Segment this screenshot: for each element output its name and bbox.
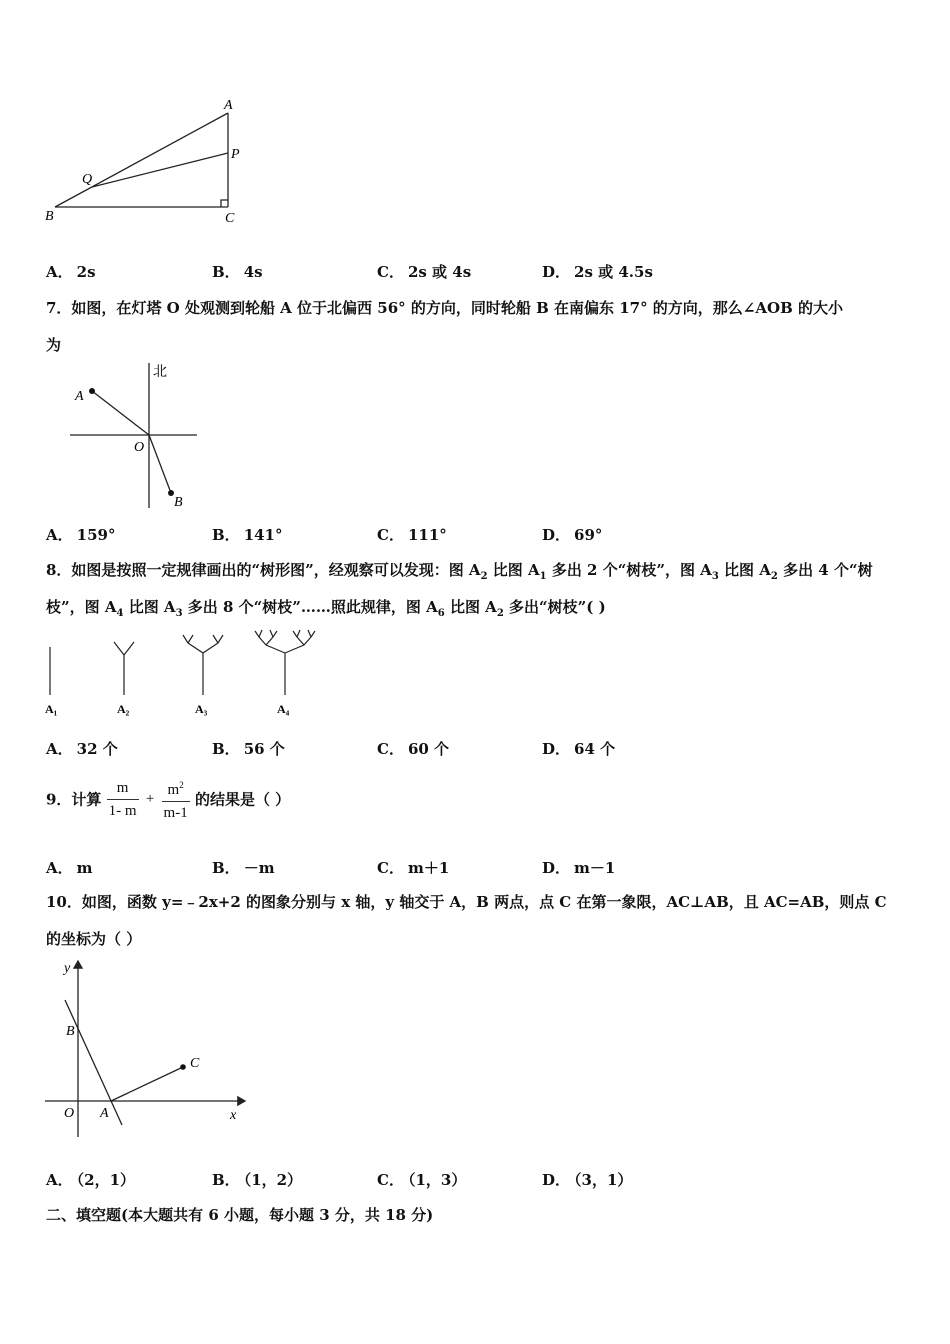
q7-question-line1: 7．如图，在灯塔 O 处观测到轮船 A 位于北偏西 56° 的方向，同时轮船 B 在南偏东 17° 的方向，那么∠AOB 的大小 — [46, 299, 843, 317]
right-angle-mark — [221, 200, 228, 207]
ray-oa — [92, 391, 149, 435]
q7-option-b[interactable]: B． 141° — [212, 526, 283, 544]
tree-label-a3: A₃ — [195, 702, 208, 716]
tree-a4 — [255, 630, 315, 695]
q7-option-d[interactable]: D． 69° — [542, 526, 603, 544]
q7-question-line2: 为 — [46, 336, 62, 354]
label-c: C — [225, 211, 235, 226]
q10-option-b[interactable]: B． （1，2） — [212, 1171, 303, 1189]
label-q: Q — [82, 172, 93, 187]
tree-a3 — [183, 635, 223, 695]
q6-option-d[interactable]: D． 2s 或 4.5s — [542, 263, 653, 281]
label-b: B — [66, 1024, 75, 1039]
section-2-heading: 二、填空题(本大题共有 6 小题，每小题 3 分，共 18 分) — [46, 1206, 434, 1224]
label-c: C — [190, 1056, 200, 1071]
tree-label-a4: A₄ — [277, 702, 290, 716]
label-b: B — [174, 495, 183, 510]
label-b: B — [45, 209, 54, 224]
fraction-2: $\frac{m^2}{m-1}$ — [162, 774, 190, 824]
q8-question-line1: 8．如图是按照一定规律画出的“树形图”，经观察可以发现：图 $A_2$ 比图 $A_1$ 多出 2 个“树枝”，图 $A_3$ 比图 $A_2$ 多出 4 个“树 — [46, 561, 873, 582]
q7-compass-figure — [65, 358, 205, 513]
label-north: 北 — [153, 365, 167, 380]
q10-question-line2: 的坐标为（ ） — [46, 930, 142, 948]
label-a: A — [75, 389, 84, 404]
q10-option-d[interactable]: D． （3，1） — [542, 1171, 633, 1189]
point-a — [89, 388, 95, 394]
q8-question-line2: 枝”，图 $A_4$ 比图 $A_3$ 多出 8 个“树枝”……照此规律，图 $A_6$ 比图 $A_2$ 多出“树枝”( ) — [46, 598, 606, 619]
q8-option-d[interactable]: D． 64 个 — [542, 740, 616, 758]
label-o: O — [64, 1106, 75, 1121]
label-o: O — [134, 440, 145, 455]
tree-label-a2: A₂ — [117, 702, 130, 716]
q8-option-a[interactable]: A． 32 个 — [46, 740, 118, 758]
label-p: P — [231, 147, 240, 162]
q9-option-a[interactable]: A． m — [46, 859, 93, 877]
segment-qp — [92, 153, 228, 187]
label-x: x — [230, 1108, 237, 1123]
q10-option-a[interactable]: A． （2，1） — [46, 1171, 136, 1189]
q9-question: 9．计算 $\frac{m}{1- m}$ + $\frac{m^2}{m-1}$ 的结果是（ ） — [46, 774, 290, 824]
q8-tree-figures — [40, 625, 340, 720]
q6-triangle-figure — [40, 95, 255, 230]
q10-question-line1: 10．如图，函数 y=﹣2x+2 的图象分别与 x 轴，y 轴交于 A，B 两点，点 C 在第一象限，AC⊥AB，且 AC=AB，则点 C — [46, 893, 887, 911]
q8-option-c[interactable]: C． 60 个 — [377, 740, 450, 758]
ray-ob — [149, 435, 171, 493]
segment-ac — [111, 1067, 183, 1101]
tree-label-a1: A₁ — [45, 702, 58, 716]
label-y: y — [64, 961, 71, 976]
tree-a2 — [114, 642, 134, 695]
q10-option-c[interactable]: C． （1，3） — [377, 1171, 467, 1189]
q6-option-a[interactable]: A． 2s — [46, 263, 96, 281]
q6-option-c[interactable]: C． 2s 或 4s — [377, 263, 472, 281]
q10-graph-figure — [40, 955, 252, 1143]
q9-option-c[interactable]: C． m＋1 — [377, 859, 450, 877]
point-c — [180, 1064, 186, 1070]
q6-option-b[interactable]: B． 4s — [212, 263, 263, 281]
q7-option-c[interactable]: C． 111° — [377, 526, 447, 544]
q9-option-b[interactable]: B． －m — [212, 859, 275, 877]
q8-option-b[interactable]: B． 56 个 — [212, 740, 285, 758]
q7-option-a[interactable]: A． 159° — [46, 526, 116, 544]
label-a: A — [224, 98, 233, 113]
q9-option-d[interactable]: D． m－1 — [542, 859, 616, 877]
label-a: A — [100, 1106, 109, 1121]
fraction-1: $\frac{m}{1- m}$ — [107, 777, 139, 822]
